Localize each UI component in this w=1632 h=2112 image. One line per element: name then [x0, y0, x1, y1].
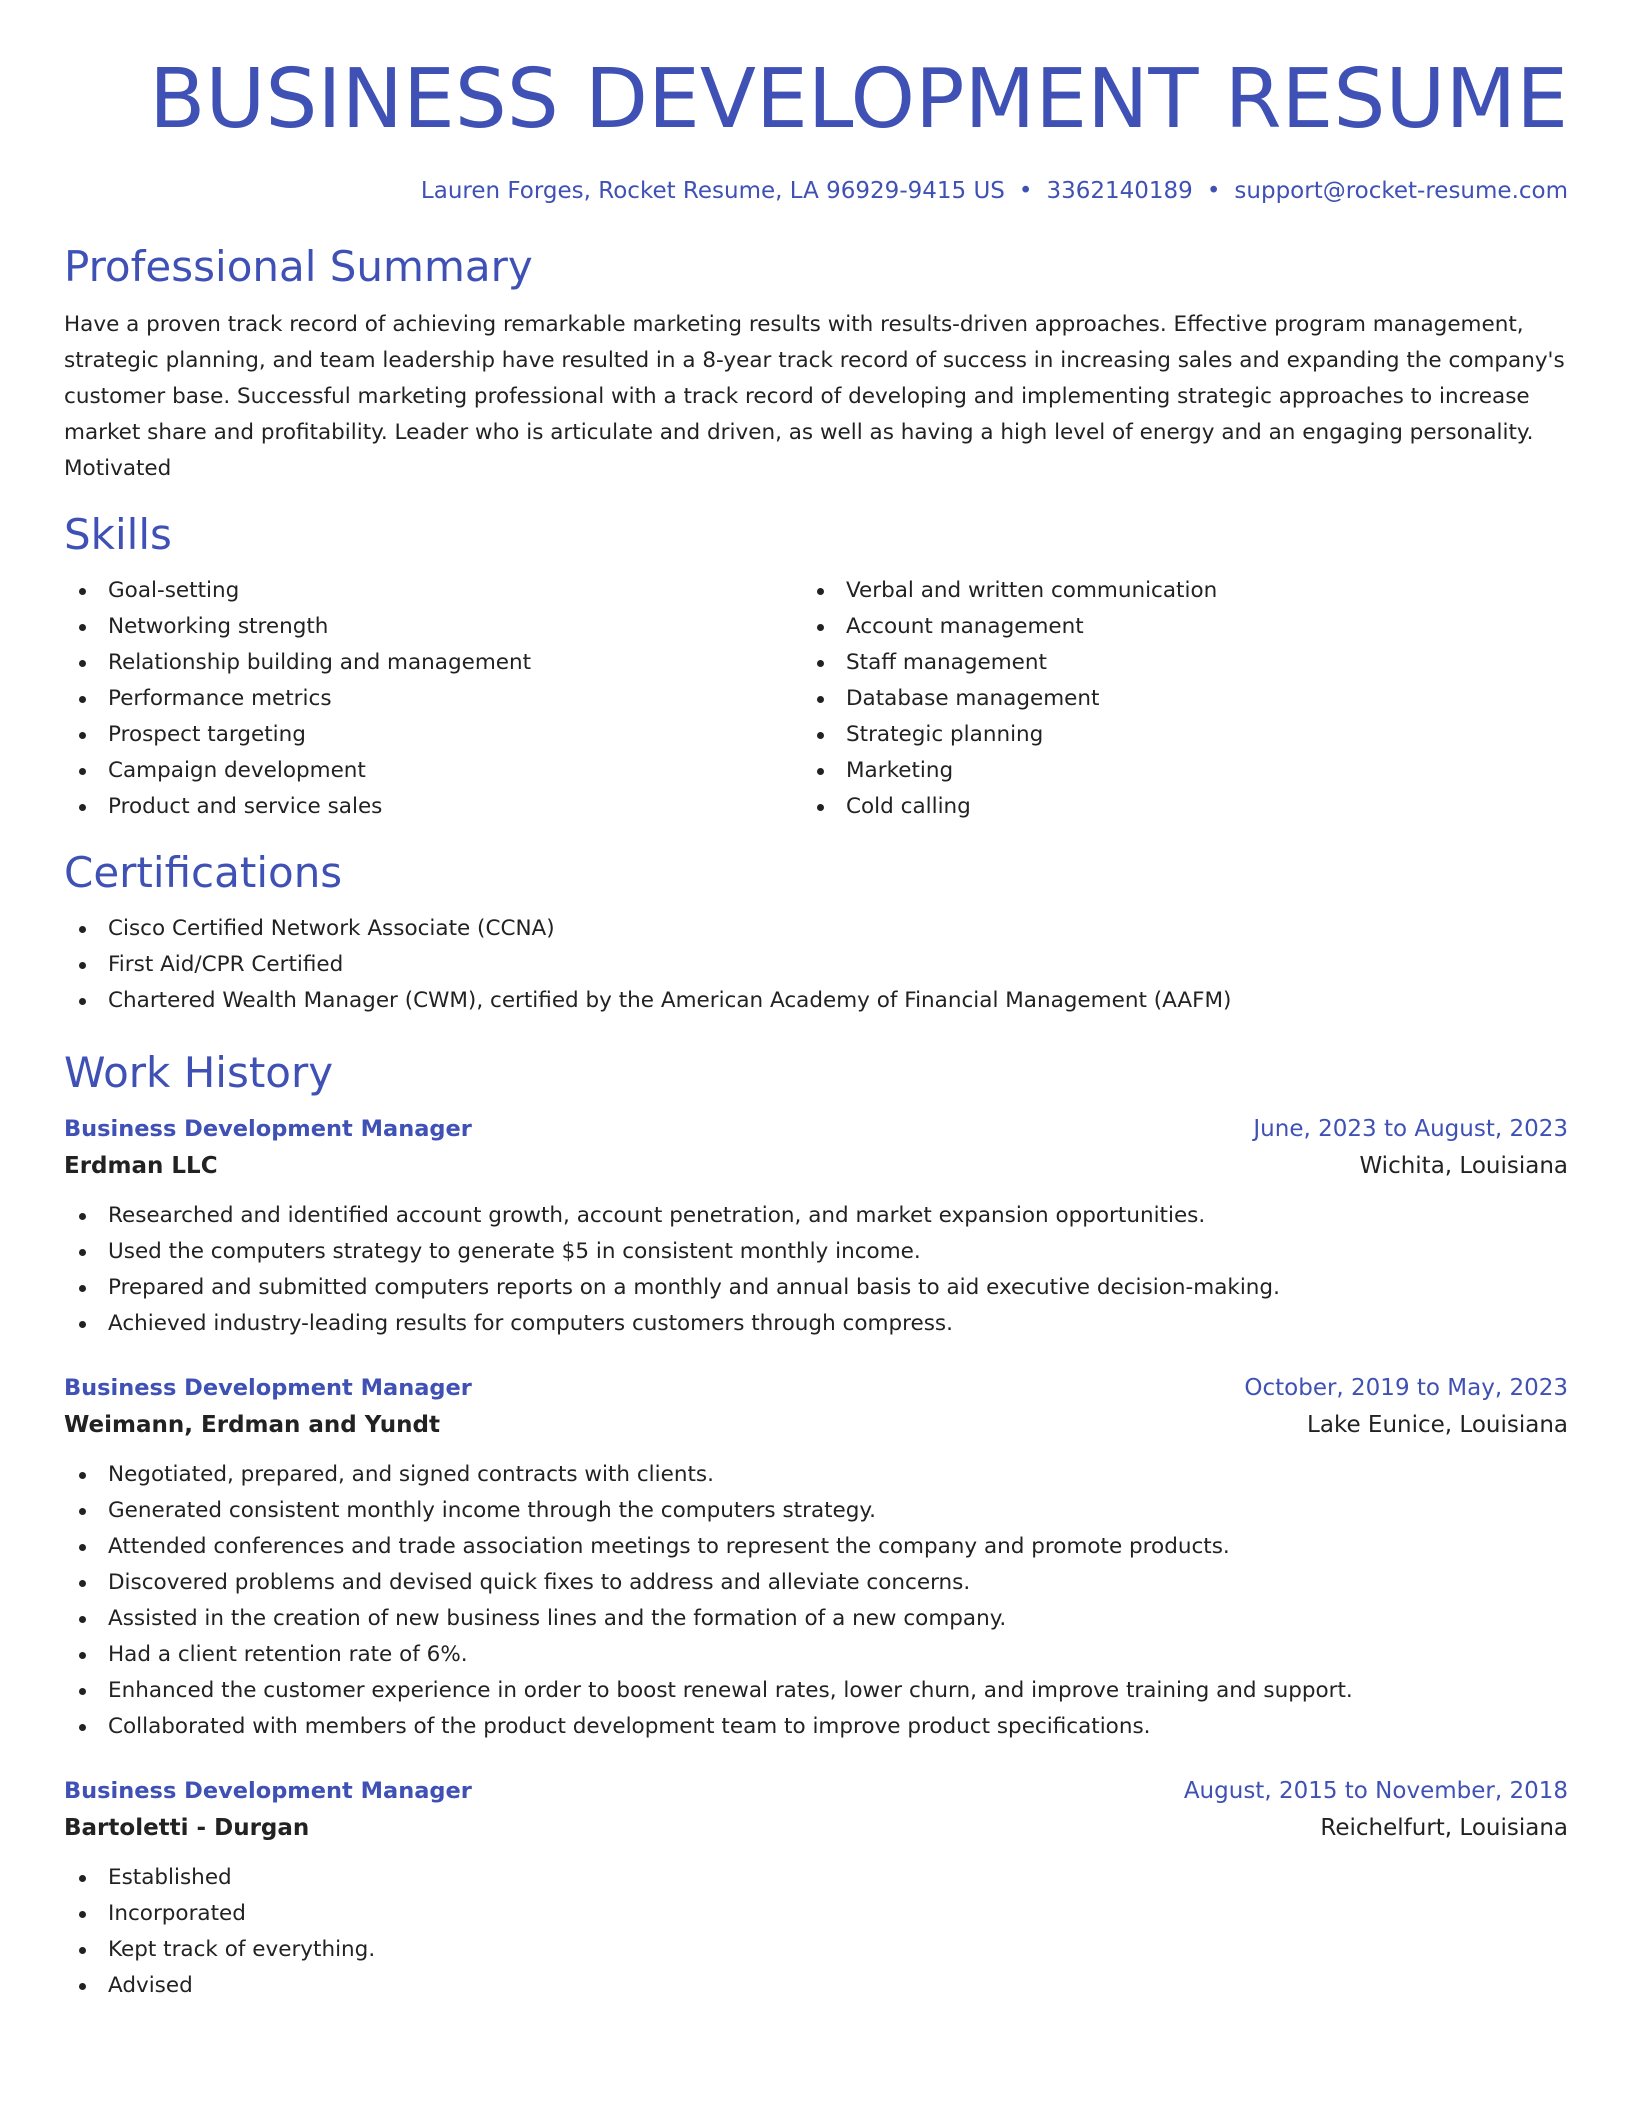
section-title-certifications: Certifications: [64, 848, 343, 897]
skills-grid: [64, 573, 1568, 825]
summary-section: [64, 239, 1568, 487]
skill-item: Staff management: [802, 645, 1540, 681]
job-bullet: Researched and identified account growth, account penetration, and market expansion opportunities.: [64, 1198, 1568, 1234]
skill-item: Campaign development: [64, 753, 802, 789]
contact-separator: •: [1018, 178, 1033, 204]
job-subheader: [64, 1147, 1568, 1185]
section-title-work-history: Work History: [64, 1048, 334, 1097]
job-header: [64, 1773, 1568, 1809]
job-bullet: Achieved industry-leading results for computers customers through compress.: [64, 1306, 1568, 1342]
job-bullet: Assisted in the creation of new business lines and the formation of a new company.: [64, 1601, 1568, 1637]
contact-separator: •: [1206, 178, 1221, 204]
skill-item: Networking strength: [64, 609, 802, 645]
skills-column-right: [802, 573, 1540, 825]
job-bullet: Enhanced the customer experience in order to boost renewal rates, lower churn, and improve training and support.: [64, 1673, 1568, 1709]
job-header: [64, 1370, 1568, 1406]
job-company: Weimann, Erdman and Yundt: [64, 1412, 440, 1438]
certification-item: Chartered Wealth Manager (CWM), certified by the American Academy of Financial Management (AAFM): [64, 983, 1568, 1019]
work-history-section: [64, 1045, 1568, 2004]
contact-line: [64, 176, 1568, 206]
job-bullet: Incorporated: [64, 1896, 1568, 1932]
skills-section: [64, 507, 1568, 825]
contact-phone[interactable]: 3362140189: [1046, 178, 1193, 204]
job-bullet: Prepared and submitted computers reports on a monthly and annual basis to aid executive decision-making.: [64, 1270, 1568, 1306]
job-company: Bartoletti - Durgan: [64, 1815, 310, 1841]
skill-item: Product and service sales: [64, 789, 802, 825]
skills-column-left: [64, 573, 802, 825]
contact-email[interactable]: support@rocket-resume.com: [1234, 178, 1568, 204]
job-title: Business Development Manager: [64, 1116, 472, 1142]
job-dates: June, 2023 to August, 2023: [1253, 1116, 1568, 1142]
section-title-summary: Professional Summary: [64, 242, 533, 291]
job-title: Business Development Manager: [64, 1778, 472, 1804]
job-bullet: Had a client retention rate of 6%.: [64, 1637, 1568, 1673]
job-title: Business Development Manager: [64, 1375, 472, 1401]
skill-item: Strategic planning: [802, 717, 1540, 753]
job-bullet: Collaborated with members of the product development team to improve product specifications.: [64, 1709, 1568, 1745]
skill-item: Cold calling: [802, 789, 1540, 825]
certifications-section: [64, 845, 1568, 1019]
skill-item: Verbal and written communication: [802, 573, 1540, 609]
skill-item: Relationship building and management: [64, 645, 802, 681]
job-dates: August, 2015 to November, 2018: [1183, 1778, 1568, 1804]
job-entry: [64, 1111, 1568, 1342]
job-bullet: Negotiated, prepared, and signed contracts with clients.: [64, 1457, 1568, 1493]
job-subheader: [64, 1809, 1568, 1847]
skill-item: Prospect targeting: [64, 717, 802, 753]
skill-item: Account management: [802, 609, 1540, 645]
job-bullet: Attended conferences and trade association meetings to represent the company and promote products.: [64, 1529, 1568, 1565]
job-bullet: Generated consistent monthly income through the computers strategy.: [64, 1493, 1568, 1529]
job-bullet: Kept track of everything.: [64, 1932, 1568, 1968]
job-location: Lake Eunice, Louisiana: [1307, 1412, 1568, 1438]
certification-item: First Aid/CPR Certified: [64, 947, 1568, 983]
section-title-skills: Skills: [64, 510, 172, 559]
job-location: Wichita, Louisiana: [1359, 1153, 1568, 1179]
contact-address: Lauren Forges, Rocket Resume, LA 96929-9415 US: [420, 178, 1005, 204]
skill-item: Marketing: [802, 753, 1540, 789]
job-entry: [64, 1370, 1568, 1745]
job-bullet: Used the computers strategy to generate $5 in consistent monthly income.: [64, 1234, 1568, 1270]
skill-item: Performance metrics: [64, 681, 802, 717]
job-subheader: [64, 1406, 1568, 1444]
summary-text: Have a proven track record of achieving remarkable marketing results with results-driven approaches. Effective program management, strategic planning, and team leadership have resulted in a 8-year track record of success in increasing sales and expanding the company's customer base. Successful marketing professional with a track record of developing and implementing strategic approaches to increase market share and profitability. Leader who is articulate and driven, as well as having a high level of energy and an engaging personality. Motivated: [64, 312, 1565, 481]
job-dates: October, 2019 to May, 2023: [1244, 1375, 1568, 1401]
resume-title: BUSINESS DEVELOPMENT RESUME: [149, 52, 1568, 147]
skill-item: Database management: [802, 681, 1540, 717]
job-bullet: Discovered problems and devised quick fixes to address and alleviate concerns.: [64, 1565, 1568, 1601]
job-bullet: Advised: [64, 1968, 1568, 2004]
job-company: Erdman LLC: [64, 1153, 218, 1179]
skill-item: Goal-setting: [64, 573, 802, 609]
job-location: Reichelfurt, Louisiana: [1320, 1815, 1568, 1841]
certification-item: Cisco Certified Network Associate (CCNA): [64, 911, 1568, 947]
job-header: [64, 1111, 1568, 1147]
job-entry: [64, 1773, 1568, 2004]
job-bullet: Established: [64, 1860, 1568, 1896]
